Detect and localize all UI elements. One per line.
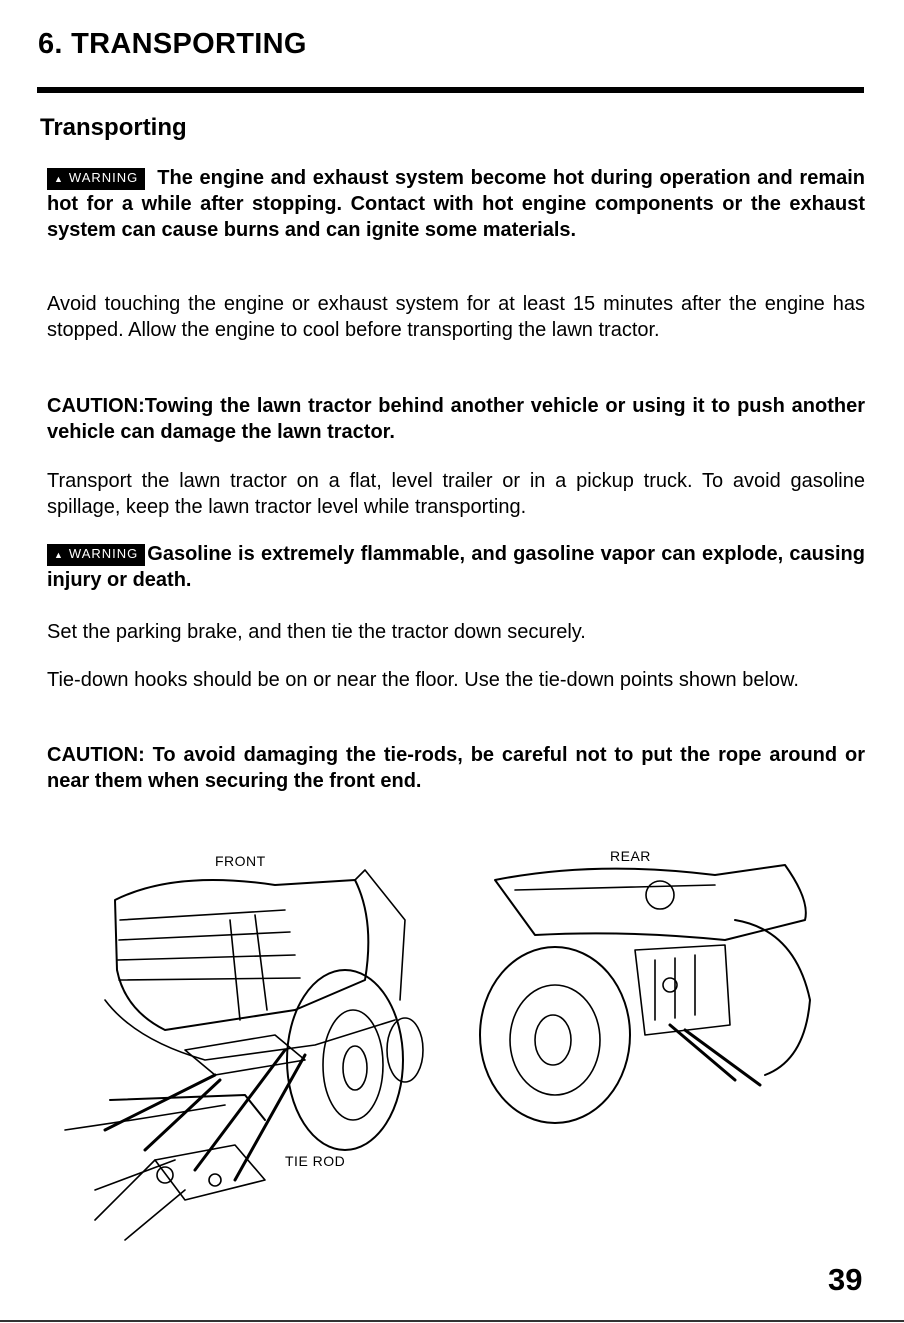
rear-label: REAR	[610, 848, 651, 864]
warning-hot-engine	[47, 165, 865, 243]
warning-triangle-icon: ▲	[54, 550, 64, 560]
warning-badge	[47, 168, 145, 190]
warning-badge-label: WARNING	[68, 546, 139, 561]
warning-badge	[47, 544, 145, 566]
warning-gasoline-text: Gasoline is extremely flammable, and gasoline vapor can explode, causing injury or death.	[47, 543, 865, 591]
chapter-title: 6. TRANSPORTING	[38, 28, 307, 60]
header-rule	[37, 87, 864, 93]
front-tie-down-illustration	[55, 860, 425, 1260]
tie-rod-label: TIE ROD	[285, 1153, 346, 1169]
warning-gasoline	[47, 541, 865, 593]
section-title: Transporting	[40, 114, 187, 141]
caution-tie-rods: CAUTION: To avoid damaging the tie-rods, be careful not to put the rope around or near them when securing the front end.	[47, 744, 865, 792]
page-number: 39	[828, 1262, 863, 1297]
caution-towing: CAUTION:Towing the lawn tractor behind another vehicle or using it to push another vehicle can damage the lawn tractor.	[47, 395, 865, 443]
warning-badge-label: WARNING	[68, 170, 139, 185]
paragraph-parking-brake: Set the parking brake, and then tie the tractor down securely.	[47, 621, 586, 643]
rear-tie-down-illustration	[475, 860, 815, 1130]
warning-hot-engine-text: The engine and exhaust system become hot during operation and remain hot for a while after stopping. Contact with hot engine components or the exhaust system can cause burns and can ignite some materials.	[47, 167, 865, 241]
paragraph-tie-down: Tie-down hooks should be on or near the floor. Use the tie-down points shown below.	[47, 669, 799, 691]
warning-triangle-icon: ▲	[54, 174, 64, 184]
bottom-rule	[0, 1320, 904, 1322]
paragraph-cooling: Avoid touching the engine or exhaust system for at least 15 minutes after the engine has stopped. Allow the engine to cool before transporting the lawn tractor.	[47, 293, 865, 341]
paragraph-transport: Transport the lawn tractor on a flat, level trailer or in a pickup truck. To avoid gasoline spillage, keep the lawn tractor level while transporting.	[47, 470, 865, 518]
front-label: FRONT	[215, 853, 266, 869]
